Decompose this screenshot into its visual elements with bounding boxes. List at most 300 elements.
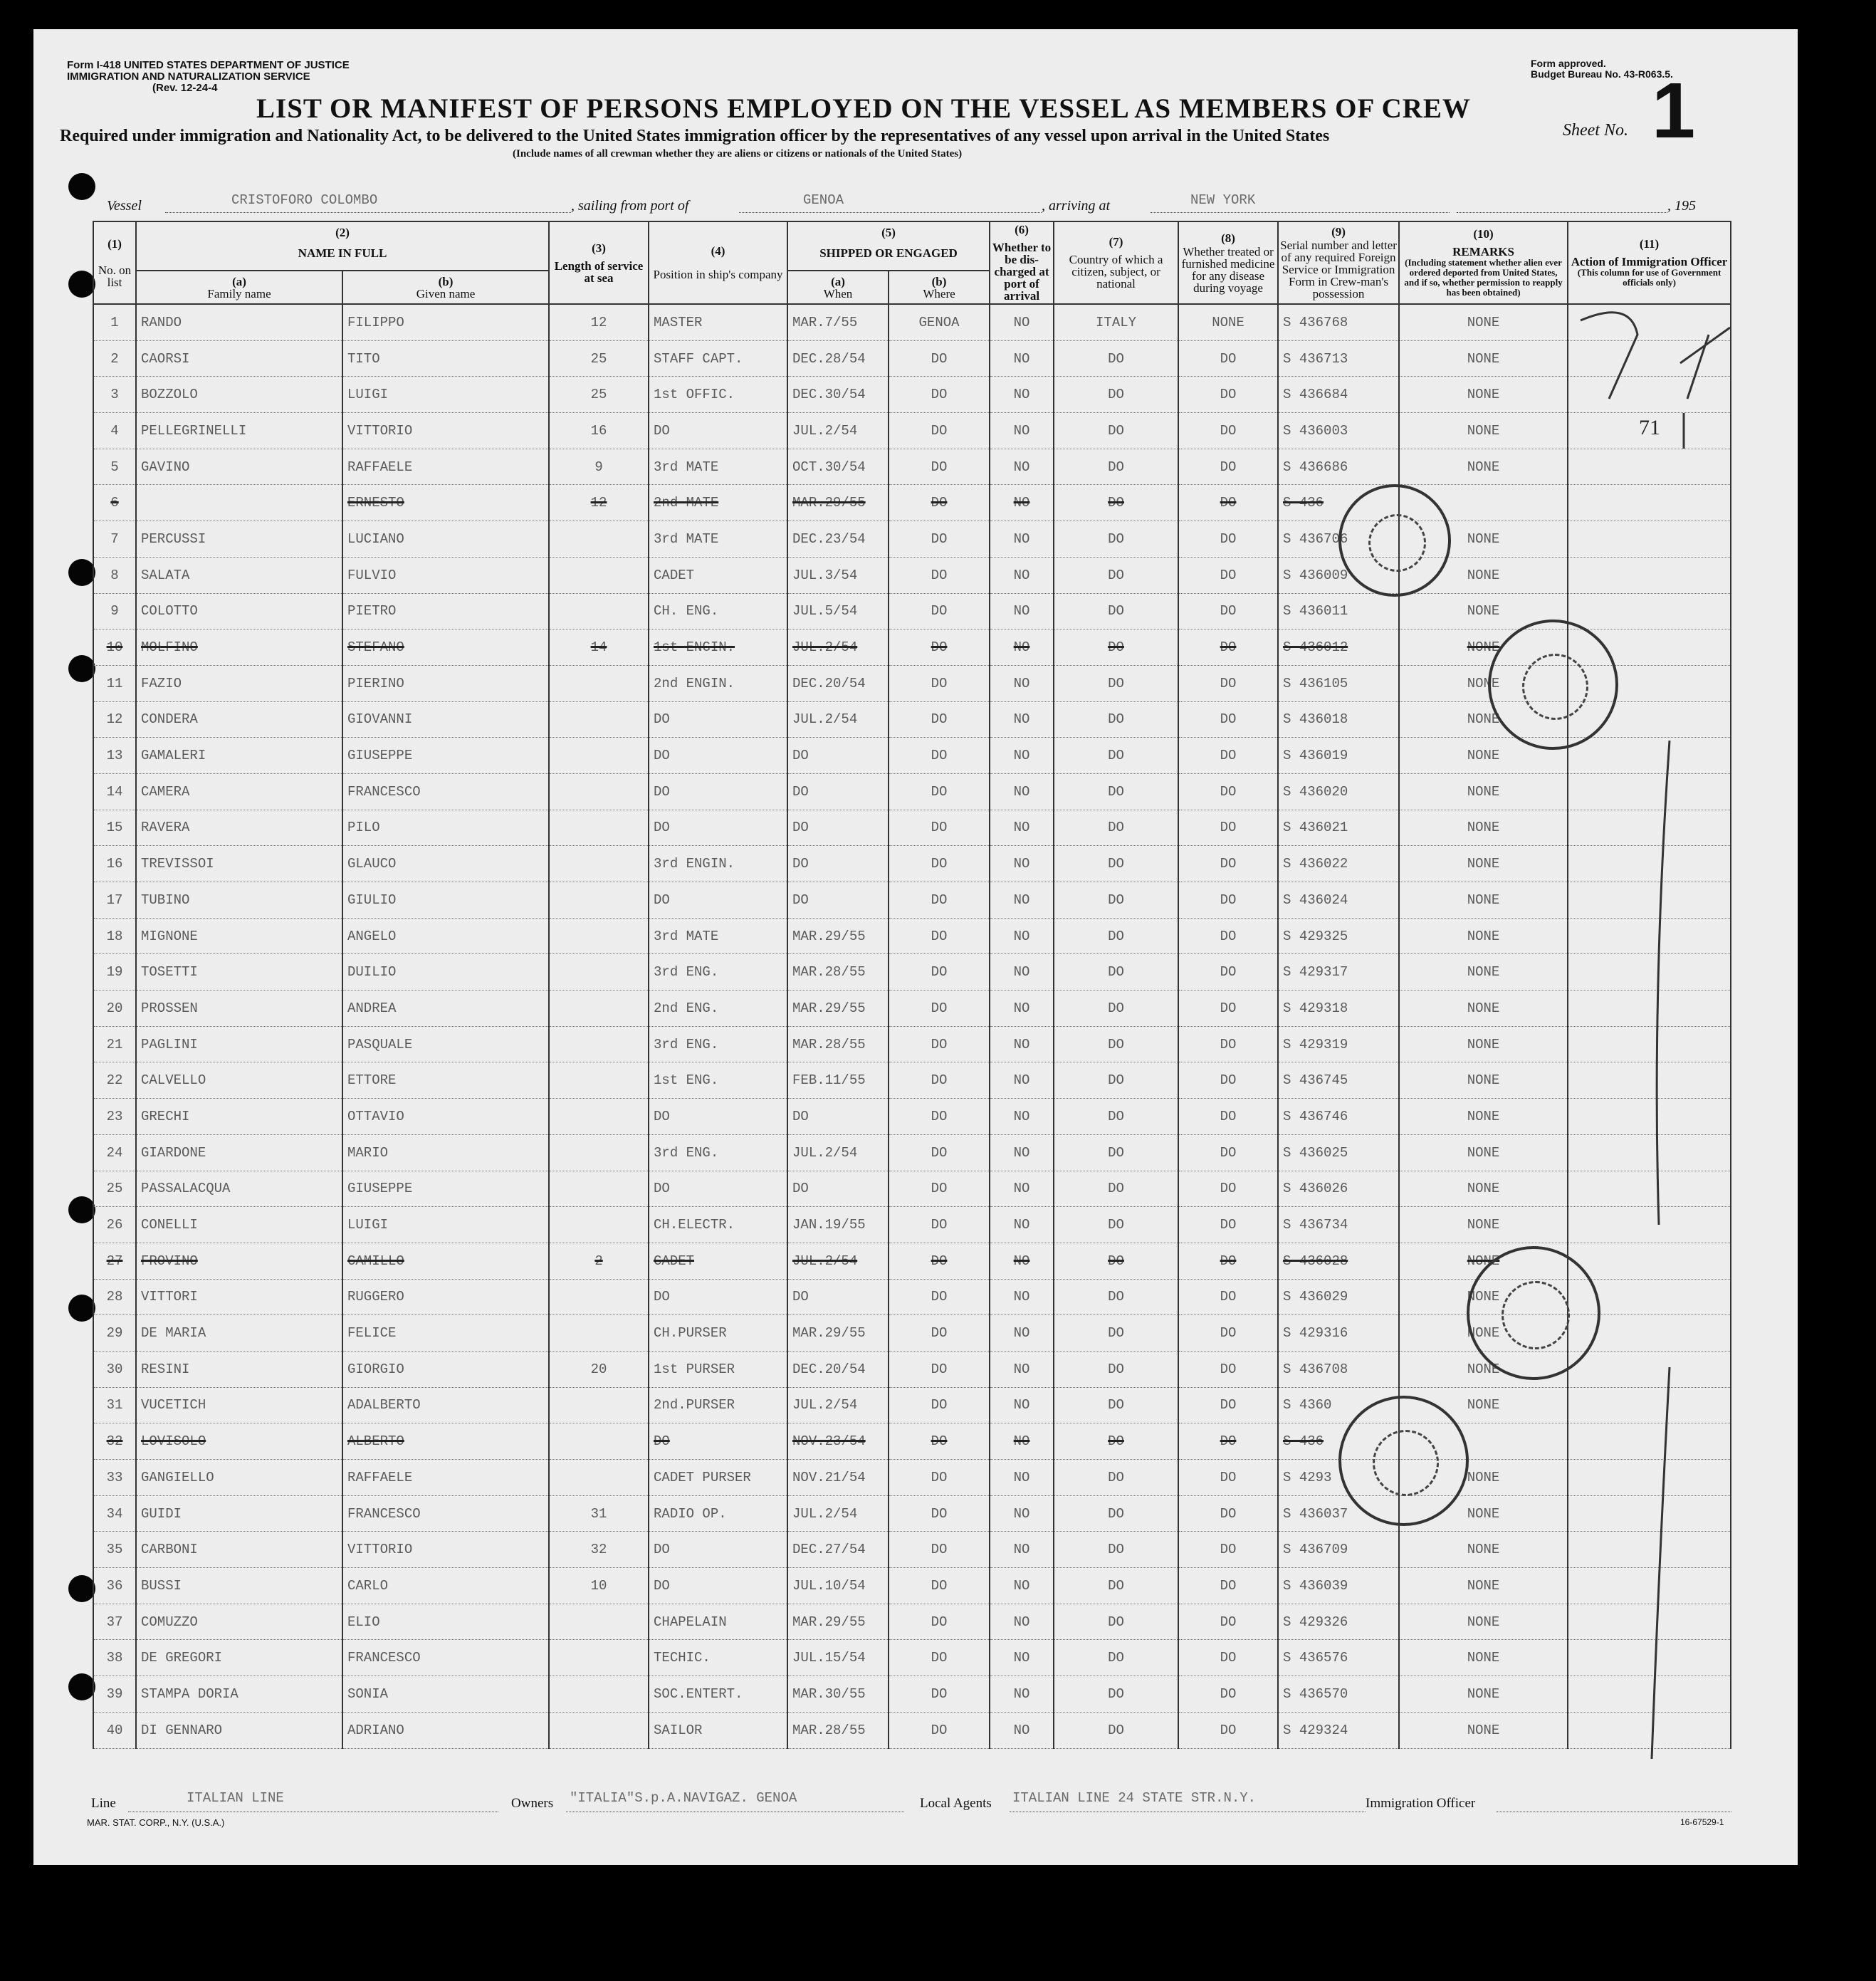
- cell-length-of-service[interactable]: 31: [549, 1495, 649, 1532]
- cell-given-name[interactable]: ERNESTO: [342, 485, 549, 521]
- cell-country[interactable]: DO: [1054, 1604, 1178, 1640]
- cell-shipped-where[interactable]: DO: [889, 1712, 990, 1748]
- cell-remarks[interactable]: NONE: [1399, 954, 1568, 990]
- cell-shipped-where[interactable]: DO: [889, 665, 990, 701]
- cell-remarks[interactable]: NONE: [1399, 990, 1568, 1027]
- cell-discharged[interactable]: NO: [990, 413, 1054, 449]
- cell-treated[interactable]: DO: [1178, 1134, 1278, 1171]
- cell-discharged[interactable]: NO: [990, 1207, 1054, 1243]
- cell-treated[interactable]: DO: [1178, 521, 1278, 558]
- cell-shipped-when[interactable]: JUL.2/54: [787, 413, 889, 449]
- cell-remarks[interactable]: NONE: [1399, 521, 1568, 558]
- cell-country[interactable]: DO: [1054, 738, 1178, 774]
- cell-shipped-when[interactable]: DO: [787, 846, 889, 882]
- cell-serial-number[interactable]: S 436: [1278, 1423, 1399, 1460]
- cell-discharged[interactable]: NO: [990, 1171, 1054, 1207]
- cell-shipped-where[interactable]: DO: [889, 846, 990, 882]
- cell-shipped-when[interactable]: JUL.2/54: [787, 629, 889, 666]
- cell-given-name[interactable]: RAFFAELE: [342, 1460, 549, 1496]
- cell-given-name[interactable]: ELIO: [342, 1604, 549, 1640]
- cell-family-name[interactable]: FAZIO: [136, 665, 342, 701]
- cell-discharged[interactable]: NO: [990, 521, 1054, 558]
- cell-treated[interactable]: DO: [1178, 990, 1278, 1027]
- cell-position[interactable]: 3rd MATE: [649, 521, 787, 558]
- cell-country[interactable]: DO: [1054, 1712, 1178, 1748]
- cell-shipped-when[interactable]: MAR.29/55: [787, 1604, 889, 1640]
- cell-treated[interactable]: DO: [1178, 629, 1278, 666]
- cell-shipped-where[interactable]: DO: [889, 1676, 990, 1713]
- cell-family-name[interactable]: GAMALERI: [136, 738, 342, 774]
- cell-serial-number[interactable]: S 429319: [1278, 1026, 1399, 1062]
- cell-shipped-when[interactable]: DO: [787, 1171, 889, 1207]
- cell-position[interactable]: SOC.ENTERT.: [649, 1676, 787, 1713]
- cell-remarks[interactable]: NONE: [1399, 1243, 1568, 1279]
- cell-serial-number[interactable]: S 436019: [1278, 738, 1399, 774]
- cell-position[interactable]: CADET PURSER: [649, 1460, 787, 1496]
- cell-given-name[interactable]: OTTAVIO: [342, 1099, 549, 1135]
- cell-remarks[interactable]: NONE: [1399, 1134, 1568, 1171]
- cell-treated[interactable]: DO: [1178, 1676, 1278, 1713]
- cell-family-name[interactable]: BOZZOLO: [136, 377, 342, 413]
- cell-position[interactable]: DO: [649, 1423, 787, 1460]
- cell-given-name[interactable]: LUCIANO: [342, 521, 549, 558]
- cell-country[interactable]: DO: [1054, 1315, 1178, 1352]
- cell-serial-number[interactable]: S 429324: [1278, 1712, 1399, 1748]
- cell-position[interactable]: CADET: [649, 1243, 787, 1279]
- cell-given-name[interactable]: FRANCESCO: [342, 773, 549, 810]
- cell-remarks[interactable]: NONE: [1399, 1460, 1568, 1496]
- cell-remarks[interactable]: NONE: [1399, 738, 1568, 774]
- cell-remarks[interactable]: NONE: [1399, 557, 1568, 593]
- cell-treated[interactable]: DO: [1178, 810, 1278, 846]
- cell-shipped-where[interactable]: DO: [889, 485, 990, 521]
- cell-length-of-service[interactable]: 16: [549, 413, 649, 449]
- cell-family-name[interactable]: FROVINO: [136, 1243, 342, 1279]
- cell-family-name[interactable]: VITTORI: [136, 1279, 342, 1315]
- cell-family-name[interactable]: TUBINO: [136, 882, 342, 919]
- cell-length-of-service[interactable]: 25: [549, 377, 649, 413]
- cell-shipped-where[interactable]: DO: [889, 557, 990, 593]
- cell-position[interactable]: 2nd.PURSER: [649, 1387, 787, 1423]
- cell-shipped-where[interactable]: DO: [889, 1279, 990, 1315]
- cell-discharged[interactable]: NO: [990, 1604, 1054, 1640]
- cell-remarks[interactable]: NONE: [1399, 1351, 1568, 1387]
- cell-shipped-where[interactable]: DO: [889, 593, 990, 629]
- cell-treated[interactable]: DO: [1178, 738, 1278, 774]
- cell-shipped-when[interactable]: DEC.20/54: [787, 665, 889, 701]
- cell-country[interactable]: DO: [1054, 1495, 1178, 1532]
- cell-given-name[interactable]: ADRIANO: [342, 1712, 549, 1748]
- cell-treated[interactable]: DO: [1178, 1207, 1278, 1243]
- cell-discharged[interactable]: NO: [990, 304, 1054, 340]
- cell-family-name[interactable]: STAMPA DORIA: [136, 1676, 342, 1713]
- cell-given-name[interactable]: STEFANO: [342, 629, 549, 666]
- cell-shipped-where[interactable]: DO: [889, 1026, 990, 1062]
- cell-given-name[interactable]: MARIO: [342, 1134, 549, 1171]
- cell-serial-number[interactable]: S 436020: [1278, 773, 1399, 810]
- cell-shipped-when[interactable]: DO: [787, 810, 889, 846]
- cell-shipped-when[interactable]: MAR.29/55: [787, 918, 889, 954]
- cell-shipped-when[interactable]: DO: [787, 1279, 889, 1315]
- cell-shipped-where[interactable]: DO: [889, 954, 990, 990]
- cell-discharged[interactable]: NO: [990, 738, 1054, 774]
- cell-treated[interactable]: DO: [1178, 882, 1278, 919]
- cell-country[interactable]: DO: [1054, 1460, 1178, 1496]
- cell-given-name[interactable]: SONIA: [342, 1676, 549, 1713]
- cell-shipped-where[interactable]: DO: [889, 1171, 990, 1207]
- cell-shipped-where[interactable]: DO: [889, 1099, 990, 1135]
- cell-family-name[interactable]: PAGLINI: [136, 1026, 342, 1062]
- footer-agents[interactable]: ITALIAN LINE 24 STATE STR.N.Y.: [1012, 1790, 1257, 1806]
- cell-shipped-when[interactable]: DO: [787, 738, 889, 774]
- cell-shipped-when[interactable]: JUL.2/54: [787, 1134, 889, 1171]
- cell-serial-number[interactable]: S 436018: [1278, 701, 1399, 738]
- cell-treated[interactable]: DO: [1178, 1495, 1278, 1532]
- cell-family-name[interactable]: RESINI: [136, 1351, 342, 1387]
- cell-treated[interactable]: DO: [1178, 846, 1278, 882]
- vessel-name[interactable]: CRISTOFORO COLOMBO: [231, 192, 378, 208]
- cell-serial-number[interactable]: S 429316: [1278, 1315, 1399, 1352]
- cell-position[interactable]: DO: [649, 810, 787, 846]
- cell-serial-number[interactable]: S 436029: [1278, 1279, 1399, 1315]
- cell-position[interactable]: 1st ENG.: [649, 1062, 787, 1099]
- cell-shipped-when[interactable]: JUL.5/54: [787, 593, 889, 629]
- cell-shipped-where[interactable]: DO: [889, 1460, 990, 1496]
- cell-remarks[interactable]: NONE: [1399, 377, 1568, 413]
- cell-position[interactable]: CADET: [649, 557, 787, 593]
- cell-position[interactable]: DO: [649, 738, 787, 774]
- cell-serial-number[interactable]: S 436105: [1278, 665, 1399, 701]
- cell-discharged[interactable]: NO: [990, 340, 1054, 377]
- cell-treated[interactable]: DO: [1178, 954, 1278, 990]
- cell-family-name[interactable]: DE MARIA: [136, 1315, 342, 1352]
- cell-country[interactable]: DO: [1054, 413, 1178, 449]
- cell-position[interactable]: 3rd ENGIN.: [649, 846, 787, 882]
- cell-given-name[interactable]: FILIPPO: [342, 304, 549, 340]
- cell-shipped-where[interactable]: DO: [889, 521, 990, 558]
- cell-shipped-when[interactable]: JUL.10/54: [787, 1568, 889, 1604]
- cell-family-name[interactable]: MIGNONE: [136, 918, 342, 954]
- cell-family-name[interactable]: GUIDI: [136, 1495, 342, 1532]
- cell-discharged[interactable]: NO: [990, 1387, 1054, 1423]
- cell-position[interactable]: CH.PURSER: [649, 1315, 787, 1352]
- cell-remarks[interactable]: NONE: [1399, 1676, 1568, 1713]
- cell-serial-number[interactable]: S 436011: [1278, 593, 1399, 629]
- cell-treated[interactable]: DO: [1178, 1279, 1278, 1315]
- cell-discharged[interactable]: NO: [990, 449, 1054, 485]
- cell-given-name[interactable]: ADALBERTO: [342, 1387, 549, 1423]
- cell-position[interactable]: DO: [649, 882, 787, 919]
- cell-position[interactable]: CH.ELECTR.: [649, 1207, 787, 1243]
- cell-length-of-service[interactable]: 32: [549, 1532, 649, 1568]
- cell-position[interactable]: MASTER: [649, 304, 787, 340]
- cell-serial-number[interactable]: S 436746: [1278, 1099, 1399, 1135]
- cell-treated[interactable]: DO: [1178, 701, 1278, 738]
- cell-discharged[interactable]: NO: [990, 377, 1054, 413]
- cell-discharged[interactable]: NO: [990, 629, 1054, 666]
- cell-length-of-service[interactable]: 2: [549, 1243, 649, 1279]
- cell-discharged[interactable]: NO: [990, 1315, 1054, 1352]
- cell-shipped-when[interactable]: JUL.2/54: [787, 1495, 889, 1532]
- cell-given-name[interactable]: GIUSEPPE: [342, 738, 549, 774]
- cell-family-name[interactable]: MOLFINO: [136, 629, 342, 666]
- cell-serial-number[interactable]: S 436025: [1278, 1134, 1399, 1171]
- cell-shipped-when[interactable]: JUL.3/54: [787, 557, 889, 593]
- cell-country[interactable]: DO: [1054, 1171, 1178, 1207]
- cell-given-name[interactable]: GLAUCO: [342, 846, 549, 882]
- cell-position[interactable]: 3rd MATE: [649, 918, 787, 954]
- cell-family-name[interactable]: CONDERA: [136, 701, 342, 738]
- cell-shipped-where[interactable]: DO: [889, 810, 990, 846]
- cell-given-name[interactable]: GIOVANNI: [342, 701, 549, 738]
- cell-given-name[interactable]: ETTORE: [342, 1062, 549, 1099]
- cell-serial-number[interactable]: S 436026: [1278, 1171, 1399, 1207]
- cell-length-of-service[interactable]: 14: [549, 629, 649, 666]
- cell-shipped-where[interactable]: DO: [889, 1243, 990, 1279]
- cell-discharged[interactable]: NO: [990, 1532, 1054, 1568]
- cell-shipped-where[interactable]: DO: [889, 1568, 990, 1604]
- cell-discharged[interactable]: NO: [990, 990, 1054, 1027]
- cell-position[interactable]: DO: [649, 1099, 787, 1135]
- cell-shipped-where[interactable]: DO: [889, 1207, 990, 1243]
- cell-given-name[interactable]: PASQUALE: [342, 1026, 549, 1062]
- cell-country[interactable]: DO: [1054, 665, 1178, 701]
- cell-country[interactable]: DO: [1054, 1099, 1178, 1135]
- cell-serial-number[interactable]: S 436686: [1278, 449, 1399, 485]
- cell-country[interactable]: DO: [1054, 521, 1178, 558]
- cell-given-name[interactable]: ANDREA: [342, 990, 549, 1027]
- cell-remarks[interactable]: NONE: [1399, 1604, 1568, 1640]
- cell-shipped-where[interactable]: DO: [889, 1604, 990, 1640]
- cell-shipped-when[interactable]: DEC.20/54: [787, 1351, 889, 1387]
- cell-given-name[interactable]: ANGELO: [342, 918, 549, 954]
- cell-remarks[interactable]: NONE: [1399, 1532, 1568, 1568]
- cell-remarks[interactable]: NONE: [1399, 629, 1568, 666]
- cell-given-name[interactable]: GIULIO: [342, 882, 549, 919]
- cell-length-of-service[interactable]: 9: [549, 449, 649, 485]
- cell-remarks[interactable]: NONE: [1399, 413, 1568, 449]
- cell-serial-number[interactable]: S 429318: [1278, 990, 1399, 1027]
- cell-position[interactable]: SAILOR: [649, 1712, 787, 1748]
- cell-discharged[interactable]: NO: [990, 701, 1054, 738]
- cell-shipped-when[interactable]: DEC.27/54: [787, 1532, 889, 1568]
- cell-shipped-when[interactable]: DEC.30/54: [787, 377, 889, 413]
- cell-country[interactable]: DO: [1054, 773, 1178, 810]
- cell-country[interactable]: DO: [1054, 1351, 1178, 1387]
- cell-treated[interactable]: DO: [1178, 1099, 1278, 1135]
- cell-remarks[interactable]: NONE: [1399, 1495, 1568, 1532]
- cell-given-name[interactable]: FRANCESCO: [342, 1640, 549, 1676]
- cell-remarks[interactable]: NONE: [1399, 701, 1568, 738]
- cell-treated[interactable]: DO: [1178, 1640, 1278, 1676]
- footer-line[interactable]: ITALIAN LINE: [187, 1790, 284, 1806]
- cell-remarks[interactable]: NONE: [1399, 1387, 1568, 1423]
- cell-given-name[interactable]: DUILIO: [342, 954, 549, 990]
- cell-discharged[interactable]: NO: [990, 810, 1054, 846]
- cell-shipped-when[interactable]: MAR.29/55: [787, 485, 889, 521]
- cell-treated[interactable]: DO: [1178, 1712, 1278, 1748]
- cell-shipped-when[interactable]: JUL.15/54: [787, 1640, 889, 1676]
- cell-remarks[interactable]: NONE: [1399, 593, 1568, 629]
- cell-treated[interactable]: DO: [1178, 1532, 1278, 1568]
- cell-serial-number[interactable]: S 436012: [1278, 629, 1399, 666]
- cell-position[interactable]: STAFF CAPT.: [649, 340, 787, 377]
- cell-given-name[interactable]: PIETRO: [342, 593, 549, 629]
- cell-country[interactable]: DO: [1054, 1279, 1178, 1315]
- cell-discharged[interactable]: NO: [990, 485, 1054, 521]
- cell-discharged[interactable]: NO: [990, 1568, 1054, 1604]
- cell-discharged[interactable]: NO: [990, 1460, 1054, 1496]
- cell-shipped-when[interactable]: NOV.23/54: [787, 1423, 889, 1460]
- cell-position[interactable]: DO: [649, 701, 787, 738]
- cell-treated[interactable]: DO: [1178, 1423, 1278, 1460]
- cell-family-name[interactable]: DE GREGORI: [136, 1640, 342, 1676]
- cell-country[interactable]: DO: [1054, 1207, 1178, 1243]
- cell-treated[interactable]: DO: [1178, 1460, 1278, 1496]
- cell-family-name[interactable]: LOVISOLO: [136, 1423, 342, 1460]
- cell-shipped-when[interactable]: MAR.29/55: [787, 1315, 889, 1352]
- cell-remarks[interactable]: NONE: [1399, 882, 1568, 919]
- cell-shipped-when[interactable]: JUL.2/54: [787, 1243, 889, 1279]
- cell-country[interactable]: DO: [1054, 990, 1178, 1027]
- cell-remarks[interactable]: NONE: [1399, 1026, 1568, 1062]
- cell-family-name[interactable]: TOSETTI: [136, 954, 342, 990]
- cell-position[interactable]: 2nd MATE: [649, 485, 787, 521]
- cell-family-name[interactable]: CAORSI: [136, 340, 342, 377]
- cell-position[interactable]: DO: [649, 773, 787, 810]
- cell-shipped-where[interactable]: DO: [889, 1134, 990, 1171]
- cell-remarks[interactable]: NONE: [1399, 1099, 1568, 1135]
- cell-shipped-where[interactable]: DO: [889, 340, 990, 377]
- cell-shipped-when[interactable]: JAN.19/55: [787, 1207, 889, 1243]
- cell-given-name[interactable]: TITO: [342, 340, 549, 377]
- cell-treated[interactable]: DO: [1178, 918, 1278, 954]
- cell-treated[interactable]: DO: [1178, 557, 1278, 593]
- cell-given-name[interactable]: CAMILLO: [342, 1243, 549, 1279]
- cell-remarks[interactable]: NONE: [1399, 1568, 1568, 1604]
- cell-discharged[interactable]: NO: [990, 1026, 1054, 1062]
- cell-remarks[interactable]: NONE: [1399, 304, 1568, 340]
- cell-shipped-where[interactable]: DO: [889, 882, 990, 919]
- cell-given-name[interactable]: GIORGIO: [342, 1351, 549, 1387]
- cell-length-of-service[interactable]: 20: [549, 1351, 649, 1387]
- cell-position[interactable]: RADIO OP.: [649, 1495, 787, 1532]
- cell-position[interactable]: DO: [649, 1279, 787, 1315]
- footer-owners[interactable]: "ITALIA"S.p.A.NAVIGAZ. GENOA: [570, 1790, 797, 1806]
- cell-shipped-where[interactable]: DO: [889, 1062, 990, 1099]
- cell-family-name[interactable]: RAVERA: [136, 810, 342, 846]
- cell-length-of-service[interactable]: 10: [549, 1568, 649, 1604]
- sailing-port[interactable]: GENOA: [803, 192, 844, 208]
- cell-treated[interactable]: DO: [1178, 1062, 1278, 1099]
- cell-serial-number[interactable]: S 436021: [1278, 810, 1399, 846]
- cell-discharged[interactable]: NO: [990, 918, 1054, 954]
- cell-country[interactable]: DO: [1054, 1026, 1178, 1062]
- cell-country[interactable]: DO: [1054, 882, 1178, 919]
- cell-discharged[interactable]: NO: [990, 1423, 1054, 1460]
- cell-given-name[interactable]: RUGGERO: [342, 1279, 549, 1315]
- cell-family-name[interactable]: PERCUSSI: [136, 521, 342, 558]
- cell-position[interactable]: 1st PURSER: [649, 1351, 787, 1387]
- cell-family-name[interactable]: CAMERA: [136, 773, 342, 810]
- cell-position[interactable]: 3rd MATE: [649, 449, 787, 485]
- cell-shipped-where[interactable]: DO: [889, 1495, 990, 1532]
- cell-discharged[interactable]: NO: [990, 846, 1054, 882]
- cell-country[interactable]: DO: [1054, 593, 1178, 629]
- cell-remarks[interactable]: NONE: [1399, 1315, 1568, 1352]
- cell-discharged[interactable]: NO: [990, 1134, 1054, 1171]
- cell-given-name[interactable]: PILO: [342, 810, 549, 846]
- cell-position[interactable]: DO: [649, 413, 787, 449]
- cell-serial-number[interactable]: S 436037: [1278, 1495, 1399, 1532]
- cell-remarks[interactable]: NONE: [1399, 449, 1568, 485]
- cell-position[interactable]: DO: [649, 1171, 787, 1207]
- cell-given-name[interactable]: LUIGI: [342, 1207, 549, 1243]
- cell-remarks[interactable]: NONE: [1399, 773, 1568, 810]
- cell-given-name[interactable]: FELICE: [342, 1315, 549, 1352]
- cell-family-name[interactable]: GANGIELLO: [136, 1460, 342, 1496]
- cell-family-name[interactable]: COLOTTO: [136, 593, 342, 629]
- cell-family-name[interactable]: PROSSEN: [136, 990, 342, 1027]
- cell-family-name[interactable]: CARBONI: [136, 1532, 342, 1568]
- cell-country[interactable]: DO: [1054, 954, 1178, 990]
- cell-discharged[interactable]: NO: [990, 882, 1054, 919]
- cell-country[interactable]: DO: [1054, 1568, 1178, 1604]
- cell-treated[interactable]: NONE: [1178, 304, 1278, 340]
- cell-given-name[interactable]: PIERINO: [342, 665, 549, 701]
- cell-country[interactable]: DO: [1054, 629, 1178, 666]
- cell-country[interactable]: DO: [1054, 810, 1178, 846]
- cell-treated[interactable]: DO: [1178, 485, 1278, 521]
- cell-shipped-where[interactable]: DO: [889, 1351, 990, 1387]
- cell-shipped-where[interactable]: GENOA: [889, 304, 990, 340]
- cell-discharged[interactable]: NO: [990, 1099, 1054, 1135]
- cell-length-of-service[interactable]: 12: [549, 304, 649, 340]
- cell-serial-number[interactable]: S 436028: [1278, 1243, 1399, 1279]
- cell-remarks[interactable]: NONE: [1399, 1062, 1568, 1099]
- cell-remarks[interactable]: NONE: [1399, 1171, 1568, 1207]
- cell-treated[interactable]: DO: [1178, 1315, 1278, 1352]
- cell-treated[interactable]: DO: [1178, 665, 1278, 701]
- cell-family-name[interactable]: VUCETICH: [136, 1387, 342, 1423]
- cell-serial-number[interactable]: S 436570: [1278, 1676, 1399, 1713]
- cell-remarks[interactable]: NONE: [1399, 1712, 1568, 1748]
- cell-serial-number[interactable]: S 436713: [1278, 340, 1399, 377]
- cell-position[interactable]: 1st OFFIC.: [649, 377, 787, 413]
- cell-discharged[interactable]: NO: [990, 1279, 1054, 1315]
- cell-country[interactable]: DO: [1054, 701, 1178, 738]
- cell-country[interactable]: DO: [1054, 1243, 1178, 1279]
- cell-discharged[interactable]: NO: [990, 665, 1054, 701]
- cell-serial-number[interactable]: S 436: [1278, 485, 1399, 521]
- cell-shipped-where[interactable]: DO: [889, 1423, 990, 1460]
- cell-country[interactable]: DO: [1054, 377, 1178, 413]
- cell-serial-number[interactable]: S 429317: [1278, 954, 1399, 990]
- cell-serial-number[interactable]: S 436576: [1278, 1640, 1399, 1676]
- cell-position[interactable]: CH. ENG.: [649, 593, 787, 629]
- cell-given-name[interactable]: CARLO: [342, 1568, 549, 1604]
- cell-position[interactable]: 3rd ENG.: [649, 1134, 787, 1171]
- cell-country[interactable]: DO: [1054, 1676, 1178, 1713]
- cell-family-name[interactable]: COMUZZO: [136, 1604, 342, 1640]
- cell-given-name[interactable]: RAFFAELE: [342, 449, 549, 485]
- cell-treated[interactable]: DO: [1178, 1351, 1278, 1387]
- cell-position[interactable]: 2nd ENG.: [649, 990, 787, 1027]
- cell-treated[interactable]: DO: [1178, 340, 1278, 377]
- cell-treated[interactable]: DO: [1178, 1026, 1278, 1062]
- cell-country[interactable]: ITALY: [1054, 304, 1178, 340]
- cell-position[interactable]: DO: [649, 1532, 787, 1568]
